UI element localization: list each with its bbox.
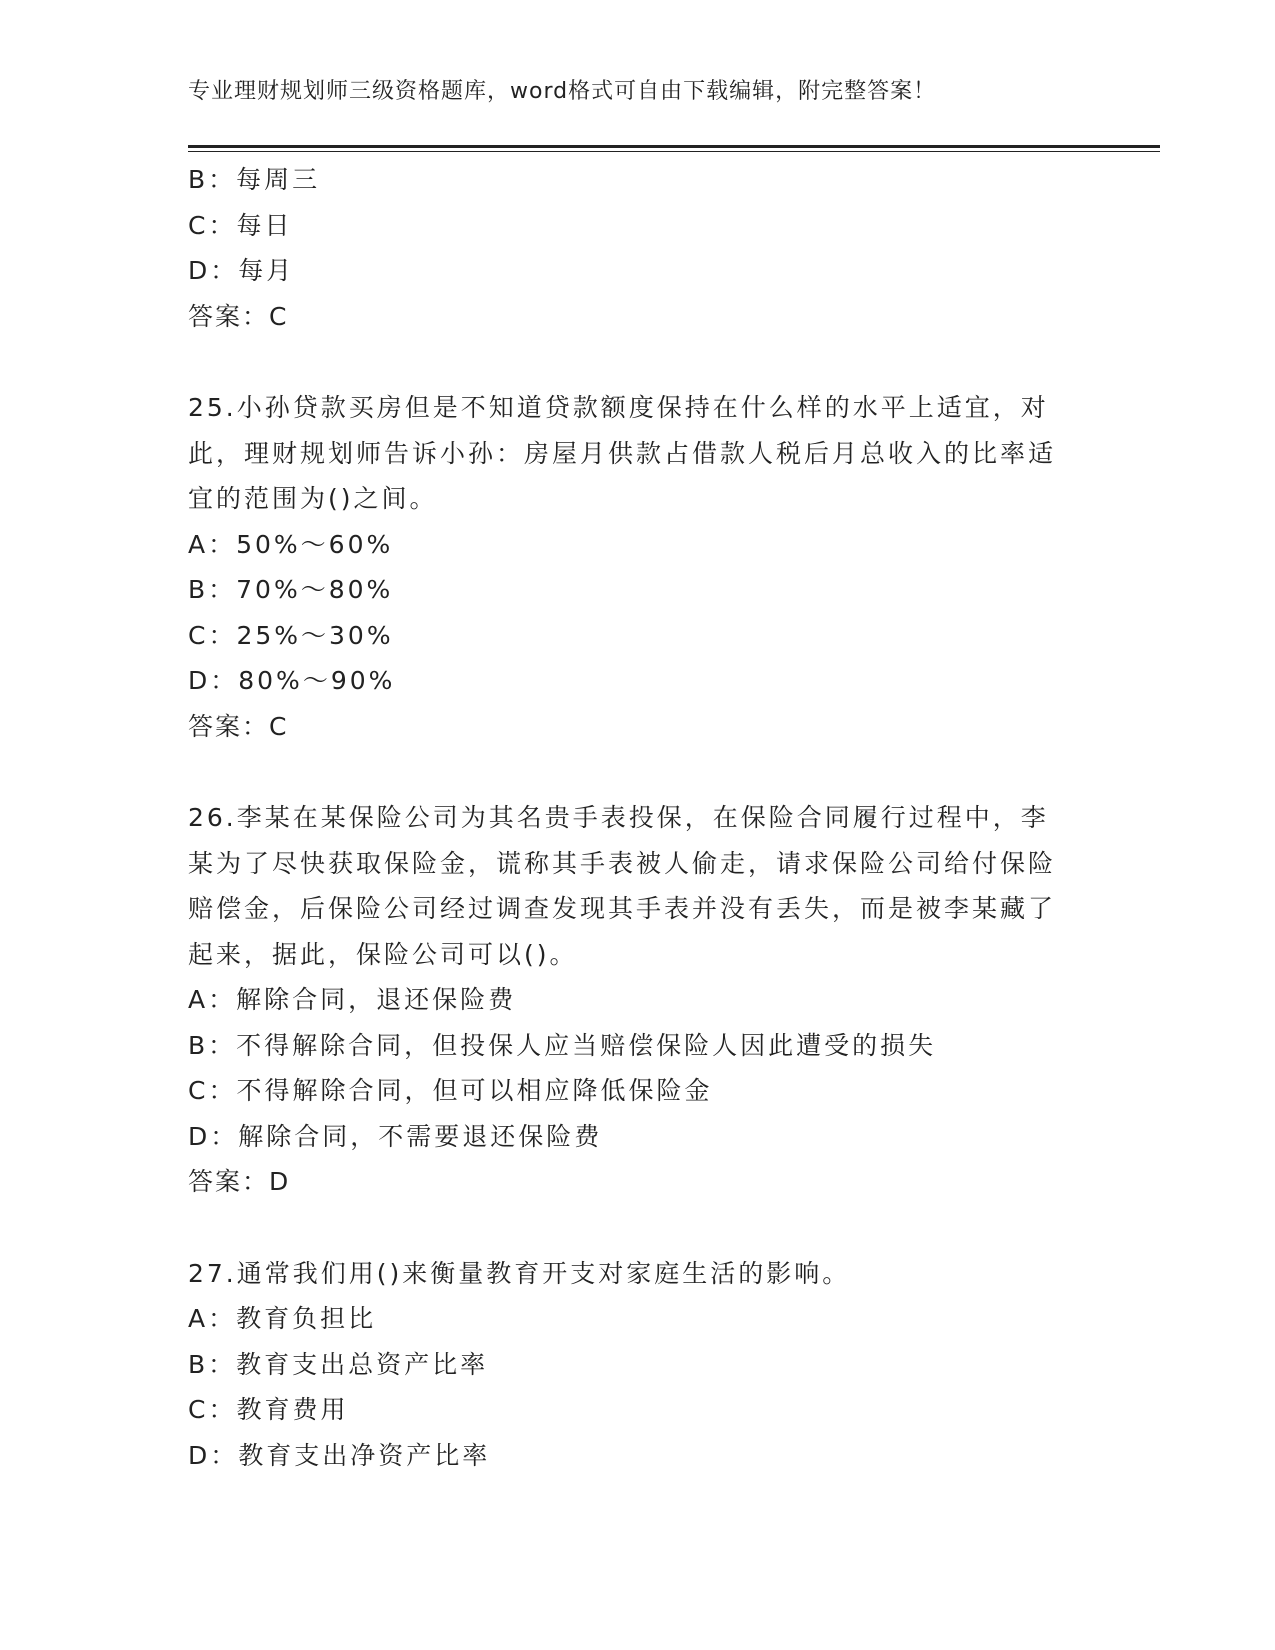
option-d: D：80%～90% <box>188 666 396 695</box>
answer-line: 答案：C <box>188 711 289 741</box>
content-body <box>188 157 1088 1478</box>
option-c: C：每日 <box>188 210 293 240</box>
header-rule-thin <box>188 151 1160 152</box>
spacer <box>188 1205 1088 1251</box>
option-c: C：25%～30% <box>188 620 394 650</box>
option-d: D：教育支出净资产比率 <box>188 1440 491 1470</box>
question-text: 25.小孙贷款买房但是不知道贷款额度保持在什么样的水平上适宜，对此，理财规划师告诉小孙：房屋月供款占借款人税后月总收入的比率适宜的范围为()之间。 <box>188 393 1057 513</box>
question-text: 26.李某在某保险公司为其名贵手表投保，在保险合同履行过程中，李某为了尽快获取保险金，谎称其手表被人偷走，请求保险公司给付保险赔偿金，后保险公司经过调查发现其手表并没有丢失，而是被李某藏了起来，据此，保险公司可以()。 <box>188 803 1057 969</box>
option-a: A：教育负担比 <box>188 1304 377 1333</box>
option-b: B：教育支出总资产比率 <box>188 1349 489 1379</box>
spacer <box>188 339 1088 385</box>
option-a: A：50%～60% <box>188 529 394 559</box>
option-c: C：不得解除合同，但可以相应降低保险金 <box>188 1076 713 1105</box>
option-a: A：解除合同，退还保险费 <box>188 985 517 1014</box>
option-b: B：不得解除合同，但投保人应当赔偿保险人因此遭受的损失 <box>188 1030 937 1060</box>
question-text: 27.通常我们用()来衡量教育开支对家庭生活的影响。 <box>188 1258 851 1288</box>
option-d: D：每月 <box>188 256 295 285</box>
question-25 <box>188 385 1088 749</box>
option-b: B：每周三 <box>188 165 321 194</box>
question-27 <box>188 1251 1088 1479</box>
option-d: D：解除合同，不需要退还保险费 <box>188 1121 603 1151</box>
option-c: C：教育费用 <box>188 1395 349 1424</box>
option-b: B：70%～80% <box>188 575 394 604</box>
prev-question-block <box>188 157 1088 339</box>
page-header: 专业理财规划师三级资格题库，word格式可自由下载编辑，附完整答案！ <box>188 79 937 104</box>
answer-line: 答案：D <box>188 1167 291 1196</box>
question-26 <box>188 795 1088 1205</box>
header-rule-thick <box>188 145 1160 148</box>
answer-line: 答案：C <box>188 301 289 331</box>
spacer <box>188 749 1088 795</box>
